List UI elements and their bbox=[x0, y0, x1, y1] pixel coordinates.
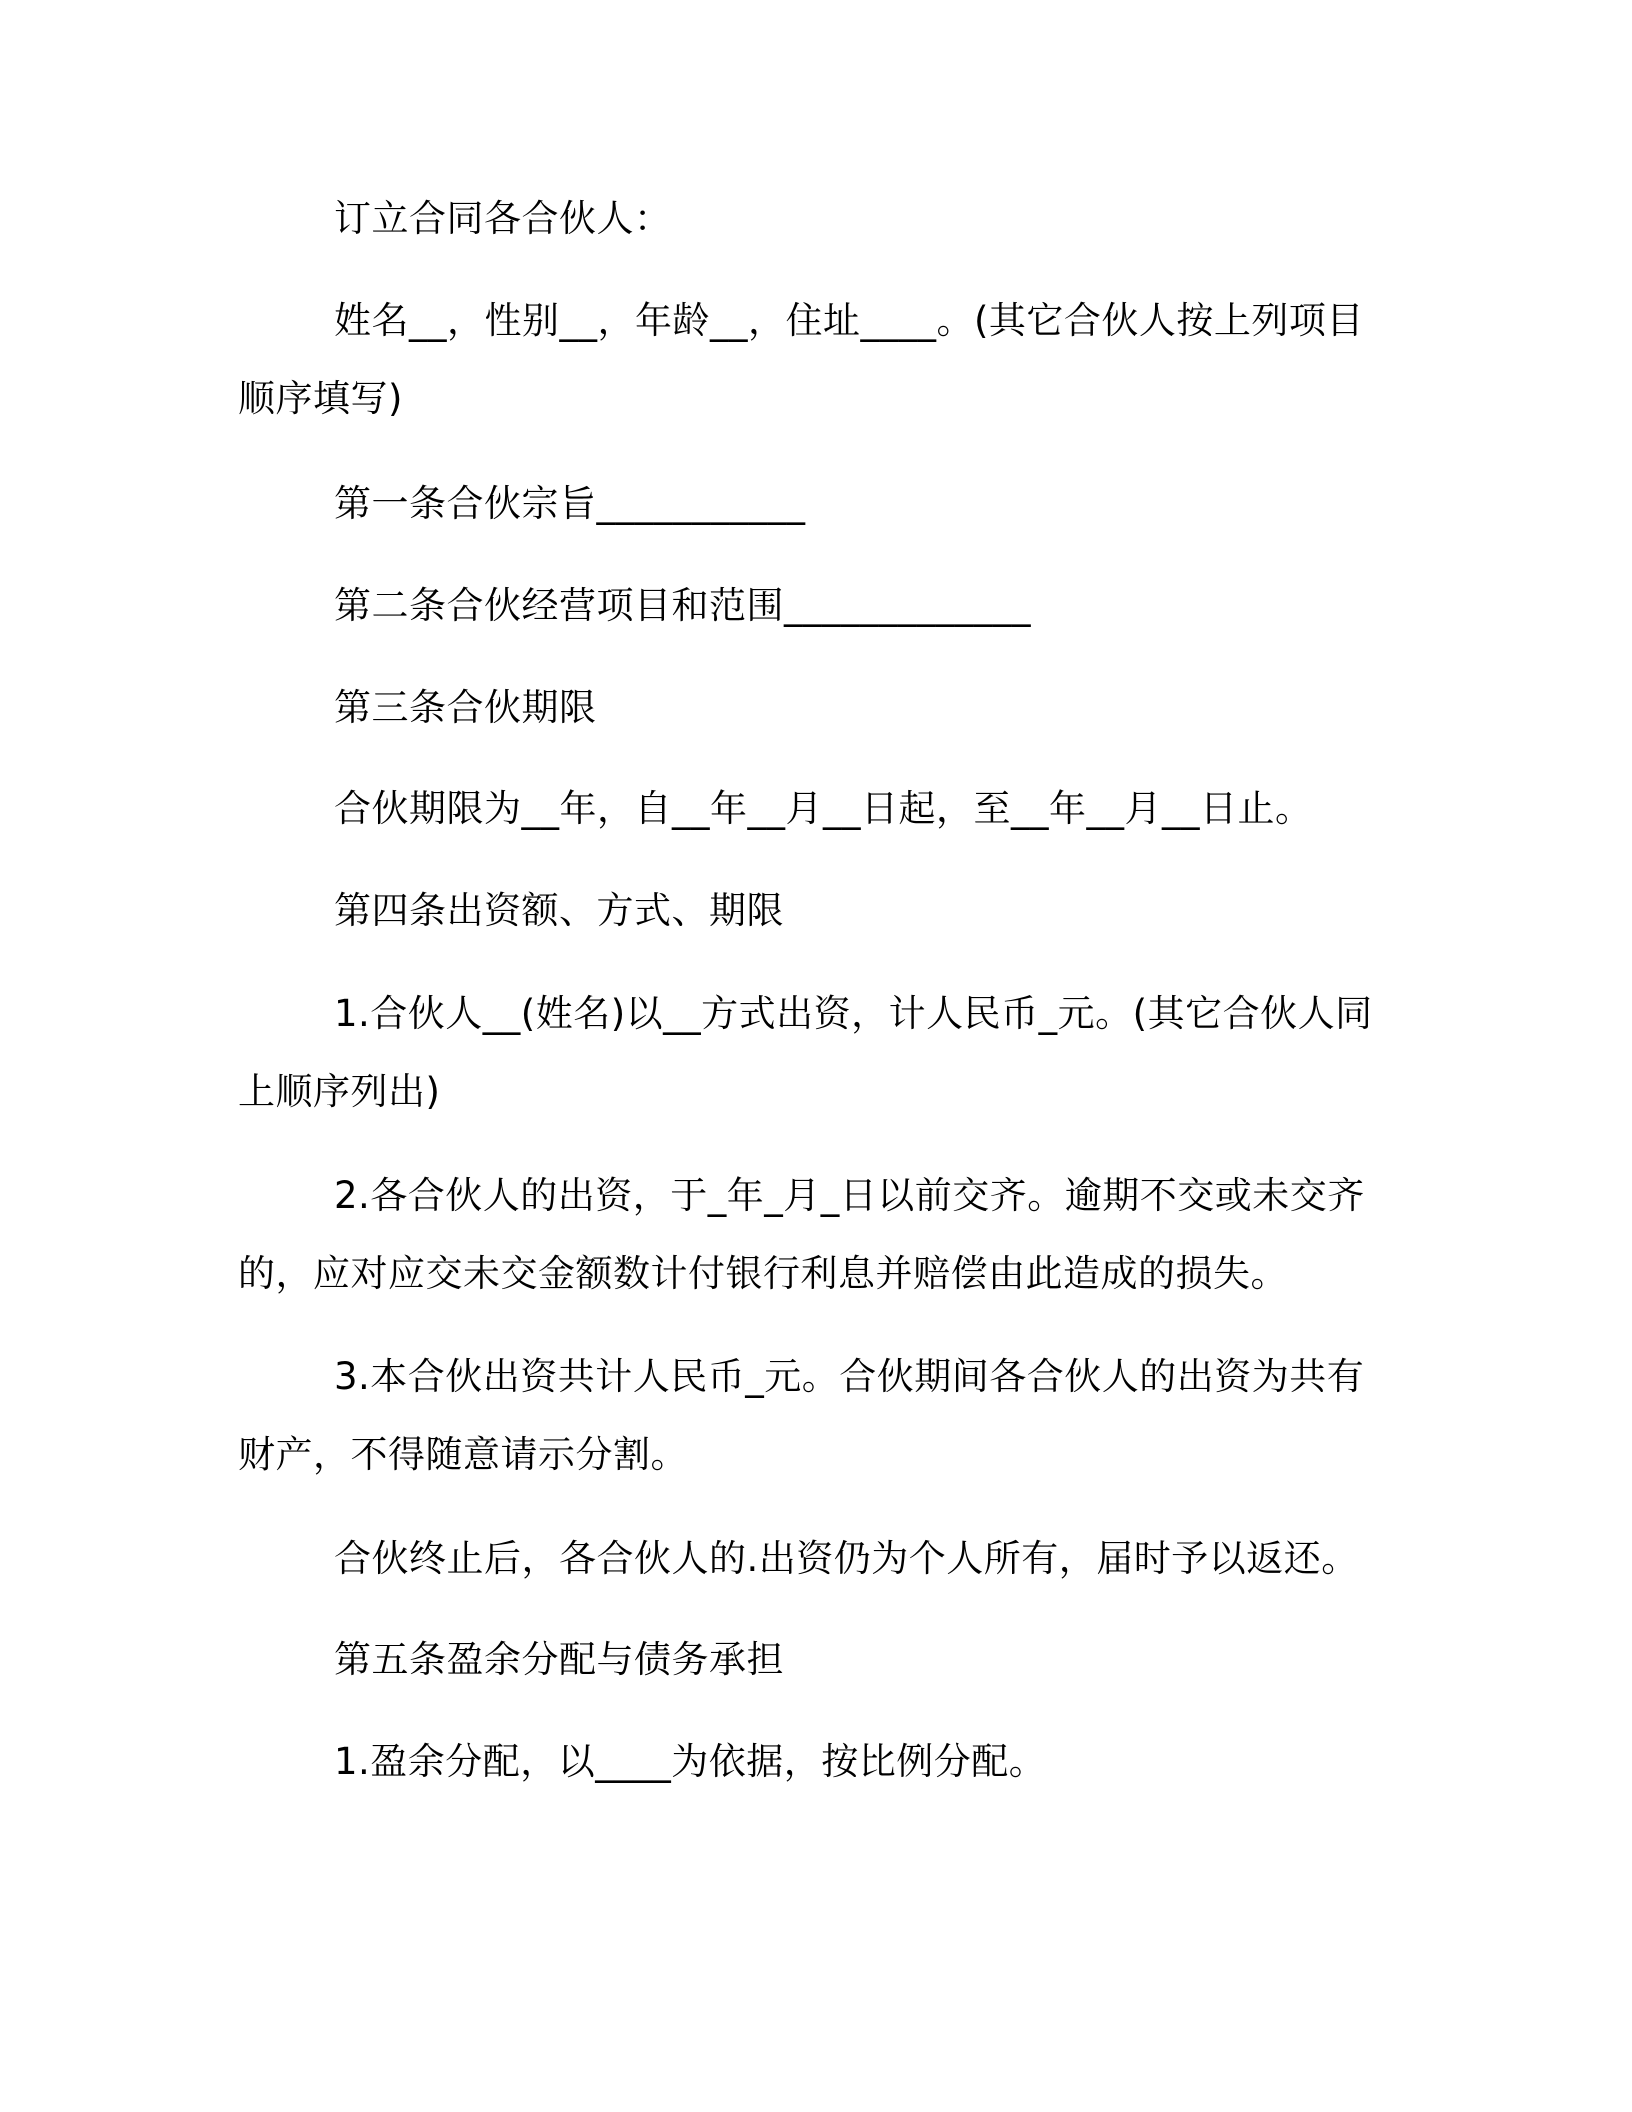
paragraph-article-3: 第三条合伙期限 bbox=[334, 686, 597, 729]
paragraph-partners-heading: 订立合同各合伙人： bbox=[334, 197, 672, 240]
paragraph-termination-return: 合伙终止后，各合伙人的.出资仍为个人所有，届时予以返还。 bbox=[334, 1537, 1359, 1580]
paragraph-article-4: 第四条出资额、方式、期限 bbox=[334, 889, 784, 932]
paragraph-partner-info: 姓名__，性别__，年龄__，住址____。(其它合伙人按上列项目顺序填写) bbox=[238, 299, 1364, 420]
paragraph-article-1: 第一条合伙宗旨___________ bbox=[334, 482, 806, 525]
paragraph-contribution-1: 1.合伙人__(姓名)以__方式出资，计人民币_元。(其它合伙人同上顺序列出) bbox=[238, 992, 1373, 1113]
paragraph-profit-distribution: 1.盈余分配，以____为依据，按比例分配。 bbox=[334, 1740, 1047, 1783]
paragraph-article-5: 第五条盈余分配与债务承担 bbox=[334, 1638, 784, 1681]
paragraph-contribution-3: 3.本合伙出资共计人民币_元。合伙期间各合伙人的出资为共有财产，不得随意请示分割。 bbox=[238, 1355, 1365, 1476]
paragraph-article-2: 第二条合伙经营项目和范围_____________ bbox=[334, 584, 1031, 627]
paragraph-contribution-2: 2.各合伙人的出资，于_年_月_日以前交齐。逾期不交或未交齐的，应对应交未交金额数计付银行利息并赔偿由此造成的损失。 bbox=[238, 1174, 1365, 1295]
paragraph-term-period: 合伙期限为__年，自__年__月__日起，至__年__月__日止。 bbox=[334, 787, 1313, 830]
